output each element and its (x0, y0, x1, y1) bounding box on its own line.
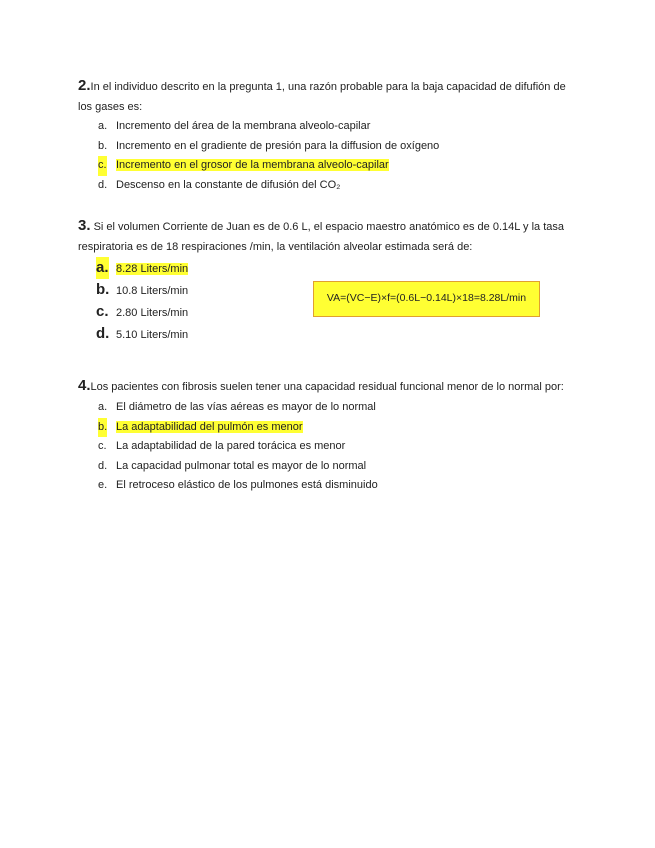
option-text: Incremento del área de la membrana alveolo-capilar (116, 120, 371, 132)
option-d (78, 176, 578, 196)
options-list (78, 398, 578, 496)
question-3-stem (78, 216, 578, 257)
option-letter: c. (98, 156, 107, 176)
question-2 (78, 76, 578, 195)
option-d (78, 457, 578, 477)
option-letter: b. (98, 139, 108, 152)
option-letter: d. (98, 178, 108, 191)
option-letter: a. (98, 120, 108, 132)
option-text: La adaptabilidad de la pared torácica es menor (116, 440, 346, 452)
option-a (78, 117, 578, 137)
question-number: 2. (78, 77, 91, 94)
question-text: Si el volumen Corriente de Juan es de 0.6 L, el espacio maestro anatómico es de 0.14L y la tasa respiratoria es de 18 respiraciones /min, la ventilación alveolar estimada será de: (78, 221, 564, 253)
option-letter: e. (98, 479, 108, 491)
option-c-highlighted (78, 156, 578, 176)
option-text: 2.80 Liters/min (116, 307, 189, 319)
option-a-highlighted (78, 258, 578, 280)
question-number: 4. (78, 377, 91, 394)
option-letter: a. (96, 257, 109, 279)
question-4 (78, 376, 578, 496)
option-c (78, 437, 578, 457)
option-letter: a. (98, 401, 108, 413)
option-text: Incremento en el grosor de la membrana alveolo-capilar (116, 159, 389, 171)
option-a (78, 398, 578, 418)
option-text: El retroceso elástico de los pulmones está disminuido (116, 479, 378, 491)
option-letter: d. (96, 325, 110, 342)
option-letter: d. (98, 459, 108, 472)
option-text: El diámetro de las vías aéreas es mayor de lo normal (116, 401, 376, 413)
question-text: Los pacientes con fibrosis suelen tener una capacidad residual funcional menor de lo normal por: (90, 381, 564, 393)
formula-text: VA=(VC−E)×f=(0.6L−0.14L)×18=8.28L/min (326, 292, 527, 304)
question-text: In el individuo descrito en la pregunta 1, una razón probable para la baja capacidad de difufión de los gases es: (78, 81, 566, 113)
question-2-stem (78, 76, 578, 117)
option-letter: b. (96, 281, 110, 298)
option-text: La adaptabilidad del pulmón es menor (116, 420, 303, 433)
option-text: 5.10 Liters/min (116, 329, 189, 341)
option-text: 8.28 Liters/min (116, 263, 189, 275)
option-letter: c. (98, 440, 107, 452)
formula-box (313, 281, 540, 317)
option-text: Descenso en la constante de difusión del CO₂ (116, 178, 341, 191)
option-d (78, 324, 578, 346)
option-e (78, 476, 578, 496)
question-4-stem (78, 376, 578, 397)
option-text: 10.8 Liters/min (116, 285, 189, 297)
option-b (78, 137, 578, 157)
option-letter: b. (98, 418, 107, 438)
options-list (78, 117, 578, 195)
question-number: 3. (78, 217, 91, 234)
option-b-highlighted (78, 418, 578, 438)
option-text: La capacidad pulmonar total es mayor de lo normal (116, 459, 367, 472)
option-letter: c. (96, 303, 109, 320)
option-text: Incremento en el gradiente de presión para la diffusion de oxígeno (116, 139, 440, 152)
